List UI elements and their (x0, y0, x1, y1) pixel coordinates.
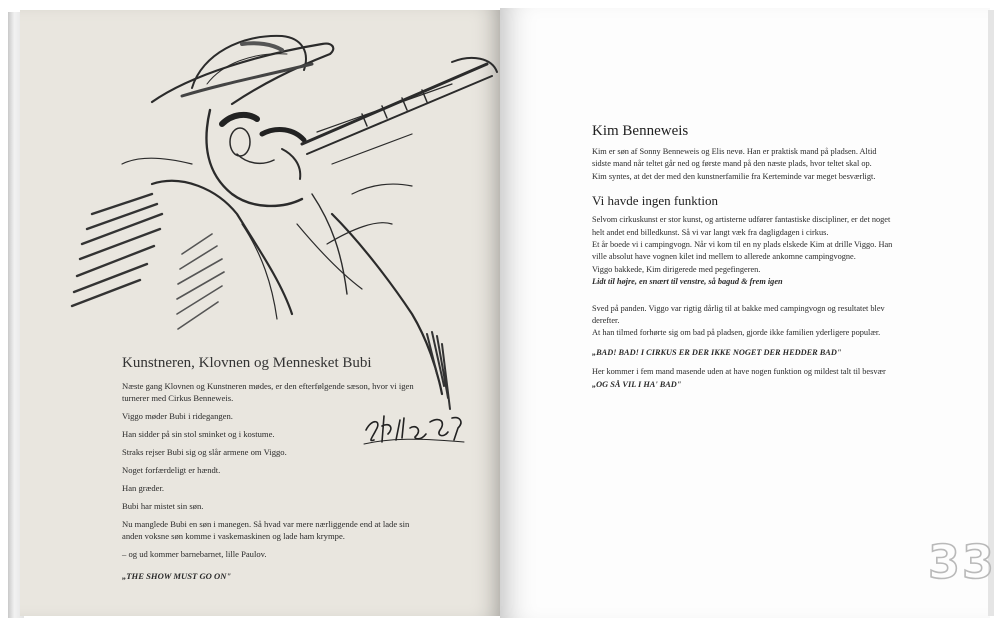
paragraph: Noget forfærdeligt er hændt. (122, 465, 221, 475)
page-edges-right (988, 10, 994, 616)
paragraph: Kim syntes, at det der med den kunstnerfamilie fra Kerteminde var meget besværligt. (592, 171, 876, 181)
ending-text: Her kommer i fem mand masende uden at have nogen funktion og mildest talt til besvær (592, 367, 886, 377)
left-page-text (122, 355, 422, 588)
paragraph: Et år boede vi i campingvogn. Når vi kom til en ny plads elskede Kim at drille Viggo. Han ville absolut have vognen kilet ind mellem to allerede ankomne campingvogne. (592, 240, 893, 262)
paragraph: Viggo bakkede, Kim dirigerede med pegefingeren. (592, 264, 761, 274)
ending-quote: „OG SÅ VIL I HA' BAD" (592, 379, 682, 389)
paragraph: Sved på panden. Viggo var rigtig dårlig til at bakke med campingvogn og resultatet blev derefter. (592, 303, 885, 326)
paragraph: Nu manglede Bubi en søn i manegen. Så hvad var mere nærliggende end at lade sin anden voksne søn komme i vaskemaskinen og lade ham krympe. (122, 519, 410, 541)
paragraph: Han sidder på sin stol sminket og i kostume. (122, 429, 275, 439)
paragraph: Selvom cirkuskunst er stor kunst, og artisterne udfører fantastiske discipliner, er det noget helt andet end billedkunst. Så vi var langt væk fra dagligdagen i cirkus. (592, 215, 891, 237)
coat-outline (152, 181, 292, 314)
closing-quote: „THE SHOW MUST GO ON" (122, 571, 232, 581)
paragraph: Straks rejser Bubi sig og slår armene om Viggo. (122, 447, 287, 457)
right-page-text (592, 123, 897, 391)
paragraph (592, 366, 897, 391)
left-page-title: Kunstneren, Klovnen og Mennesket Bubi (122, 355, 372, 371)
paragraph: At han tilmed forhørte sig om bad på pladsen, gjorde ikke familien yderligere populær. (592, 328, 881, 338)
paragraph: Han græder. (122, 483, 165, 493)
page-number: 33 (928, 535, 997, 589)
paragraph: Kim er søn af Sonny Benneweis og Elis nevø. Han er praktisk mand på pladsen. Altid sidste mand når teltet går ned og første mand på den næste plads, hvor teltet skal op. (592, 147, 877, 169)
right-page-title: Kim Benneweis (592, 123, 689, 139)
paragraph: Viggo møder Bubi i ridegangen. (122, 411, 233, 421)
paragraph: Næste gang Klovnen og Kunstneren mødes, er den efterfølgende sæson, hvor vi igen turnerer med Cirkus Benneweis. (122, 381, 414, 403)
paragraph: – og ud kommer barnebarnet, lille Paulov. (122, 549, 267, 559)
quote: Lidt til højre, en snært til venstre, så bagud & frem igen (592, 277, 783, 287)
section-subtitle: Vi havde ingen funktion (592, 193, 718, 209)
paragraph: Bubi har mistet sin søn. (122, 501, 204, 511)
quote: „BAD! BAD! I CIRKUS ER DER IKKE NOGET DER HEDDER BAD" (592, 347, 842, 357)
artist-signature (360, 408, 470, 448)
